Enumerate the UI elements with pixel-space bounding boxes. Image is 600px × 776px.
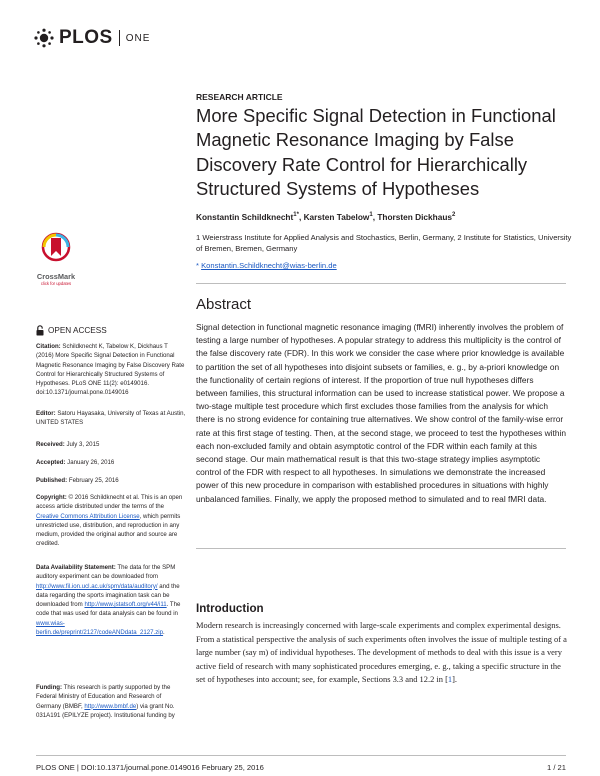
abstract-heading: Abstract [196,296,252,313]
accepted-text: January 26, 2016 [65,459,115,466]
footer-divider [36,755,566,756]
reference-link[interactable]: 1 [447,674,453,685]
data-availability-block [36,563,186,637]
funding-text: This research is partly supported by the Federal Ministry of Education and Research of Germany (BMBF, [36,684,171,710]
data-text-4: . [163,629,165,637]
copyright-text: © 2016 Schildknecht et al. This is an open access article distributed under the terms of the [36,494,183,511]
spm-data-link[interactable]: http://www.fil.ion.ucl.ac.uk/spm/data/auditory/ [36,582,158,590]
published-label: Published: [36,477,68,484]
header-divider [196,283,566,284]
crossmark-sub: click for updates [40,281,72,286]
intro-paragraph: Modern research is increasingly concerned with large-scale experiments and complex experimental designs. From a statistical perspective the analysis of such experiments often involves the issue of multiple testing of a large number (say m) of individual hypotheses. The development of methods to deal with this issue is a very active field of research with many sophisticated procedures emerging, e. g., taking a specific structure in the set of hypotheses into account; see, for example, Sections 3.3 and 12.2 in [ [196,620,567,685]
copyright-label: Copyright: [36,494,67,501]
copyright-block [36,493,186,549]
citation-text: Schildknecht K, Tabelow K, Dickhaus T (2016) More Specific Signal Detection in Functional Magnetic Resonance Imaging by False Discovery Rate Control for Hierarchically Structured Systems of Hypotheses. PLoS ONE 11(2): e0149016. doi:10.1371/journal.pone.0149016 [36,343,185,397]
received-label: Received: [36,441,65,448]
logo-brand: PLOS [59,27,113,48]
received-block [36,440,186,449]
crossmark-badge[interactable] [30,232,82,286]
accepted-label: Accepted: [36,459,66,466]
author-name: Thorsten Dickhaus [377,212,453,222]
author-sup: 1 [369,212,373,219]
abstract-divider [196,548,566,549]
data-text-2: and the data regarding the sports imagination task can be downloaded from [36,582,180,609]
received-text: July 3, 2015 [64,441,100,448]
copyright-text-end: , which permits unrestricted use, distribution, and reproduction in any medium, provided the original author and source are credited. [36,512,181,548]
logo-journal: ONE [125,32,151,44]
logo-divider [119,30,120,46]
open-access-badge [36,325,107,336]
published-text: February 25, 2016 [67,477,119,484]
citation-label: Citation: [36,343,61,350]
author-sup: 1* [293,212,299,219]
author-name: Konstantin Schildknecht [196,212,294,222]
funding-label: Funding: [36,684,63,691]
abstract-text: Signal detection in functional magnetic resonance imaging (fMRI) inherently involves the problem of testing a large number of hypotheses. A popular strategy to address this multiplicity is the control of the false discovery rate (FDR). In this work we consider the case where prior knowledge is available to partition the set of all hypotheses into disjoint subsets or families, e. g., by a-priori knowledge on the functionality of certain regions of interest. If the proportion of true null hypotheses differs between families, this structural information can be used to increase statistical power. We propose a two-stage multiple test procedure which first excludes those families from the analysis for which there is no strong evidence for containing true alternatives. We show control of the family-wise error rate at this first stage of testing. Then, at the second stage, we proceed to test the hypotheses within each non-excluded family and obtain asymptotic control of the FDR within each family at this second stage. Our main mathematical result is that this two-stage strategy implies asymptotic control of the FDR with respect to all hypotheses. In simulations we demonstrate the increased power of this new procedure in comparison with established procedures in situations with highly unbalanced families. Finally, we apply the proposed method to simulated and to real fMRI data. [196,322,566,504]
article-title: More Specific Signal Detection in Functional Magnetic Resonance Imaging by False Discovery Rate Control for Hierarchically Structured Systems of Hypotheses [196,105,556,200]
introduction-text [196,619,570,687]
page-number: 1 / 21 [547,763,566,772]
editor-block [36,409,186,428]
editor-text: Satoru Hayasaka, University of Texas at Austin, UNITED STATES [36,410,186,427]
code-link[interactable]: www.wias-berlin.de/preprint/2127/codeANDdata_2127.zip [36,619,164,637]
corresponding-star: * [196,261,199,270]
plos-dots-icon [33,28,55,48]
bmbf-link[interactable]: http://www.bmbf.de [84,702,137,710]
corresponding-email-link[interactable]: Konstantin.Schildknecht@wias-berlin.de [201,261,337,270]
author-name: Karsten Tabelow [303,212,370,222]
open-access-label: OPEN ACCESS [48,326,107,335]
introduction-heading: Introduction [196,602,264,615]
funding-text-2: ) via grant No. 031A191 (EPILYZE project). Institutional funding by [36,702,175,719]
data-text-3: . The code that was used for data analysis can be found in [36,601,181,618]
article-type: RESEARCH ARTICLE [196,92,283,102]
license-link[interactable]: Creative Commons Attribution License [36,512,140,520]
published-block [36,476,186,485]
corresponding-author [196,261,337,270]
jstatsoft-link[interactable]: http://www.jstatsoft.org/v44/i11 [84,601,167,609]
author-list: Konstantin Schildknecht$^{1*}$, Karsten Tabelow$^1$, Thorsten Dickhaus$^2$ [196,212,456,222]
author-sup: 2 [452,212,456,219]
crossmark-label: CrossMark [36,272,76,281]
data-text: The data for the SPM auditory experiment can be downloaded from [36,564,176,581]
data-availability-label: Data Availability Statement: [36,564,116,571]
funding-block [36,683,186,720]
plos-one-logo[interactable] [33,27,150,49]
accepted-block [36,458,186,467]
affiliations: 1 Weierstrass Institute for Applied Analysis and Stochastics, Berlin, Germany, 2 Institute for Statistics, University of Bremen, Bremen, Germany [196,233,572,254]
editor-label: Editor: [36,410,56,417]
open-lock-icon [36,325,44,336]
intro-paragraph-end: ]. [452,674,458,685]
citation-block [36,342,186,398]
footer-citation: PLOS ONE | DOI:10.1371/journal.pone.0149016 February 25, 2016 [36,763,264,772]
crossmark-icon [41,232,71,266]
